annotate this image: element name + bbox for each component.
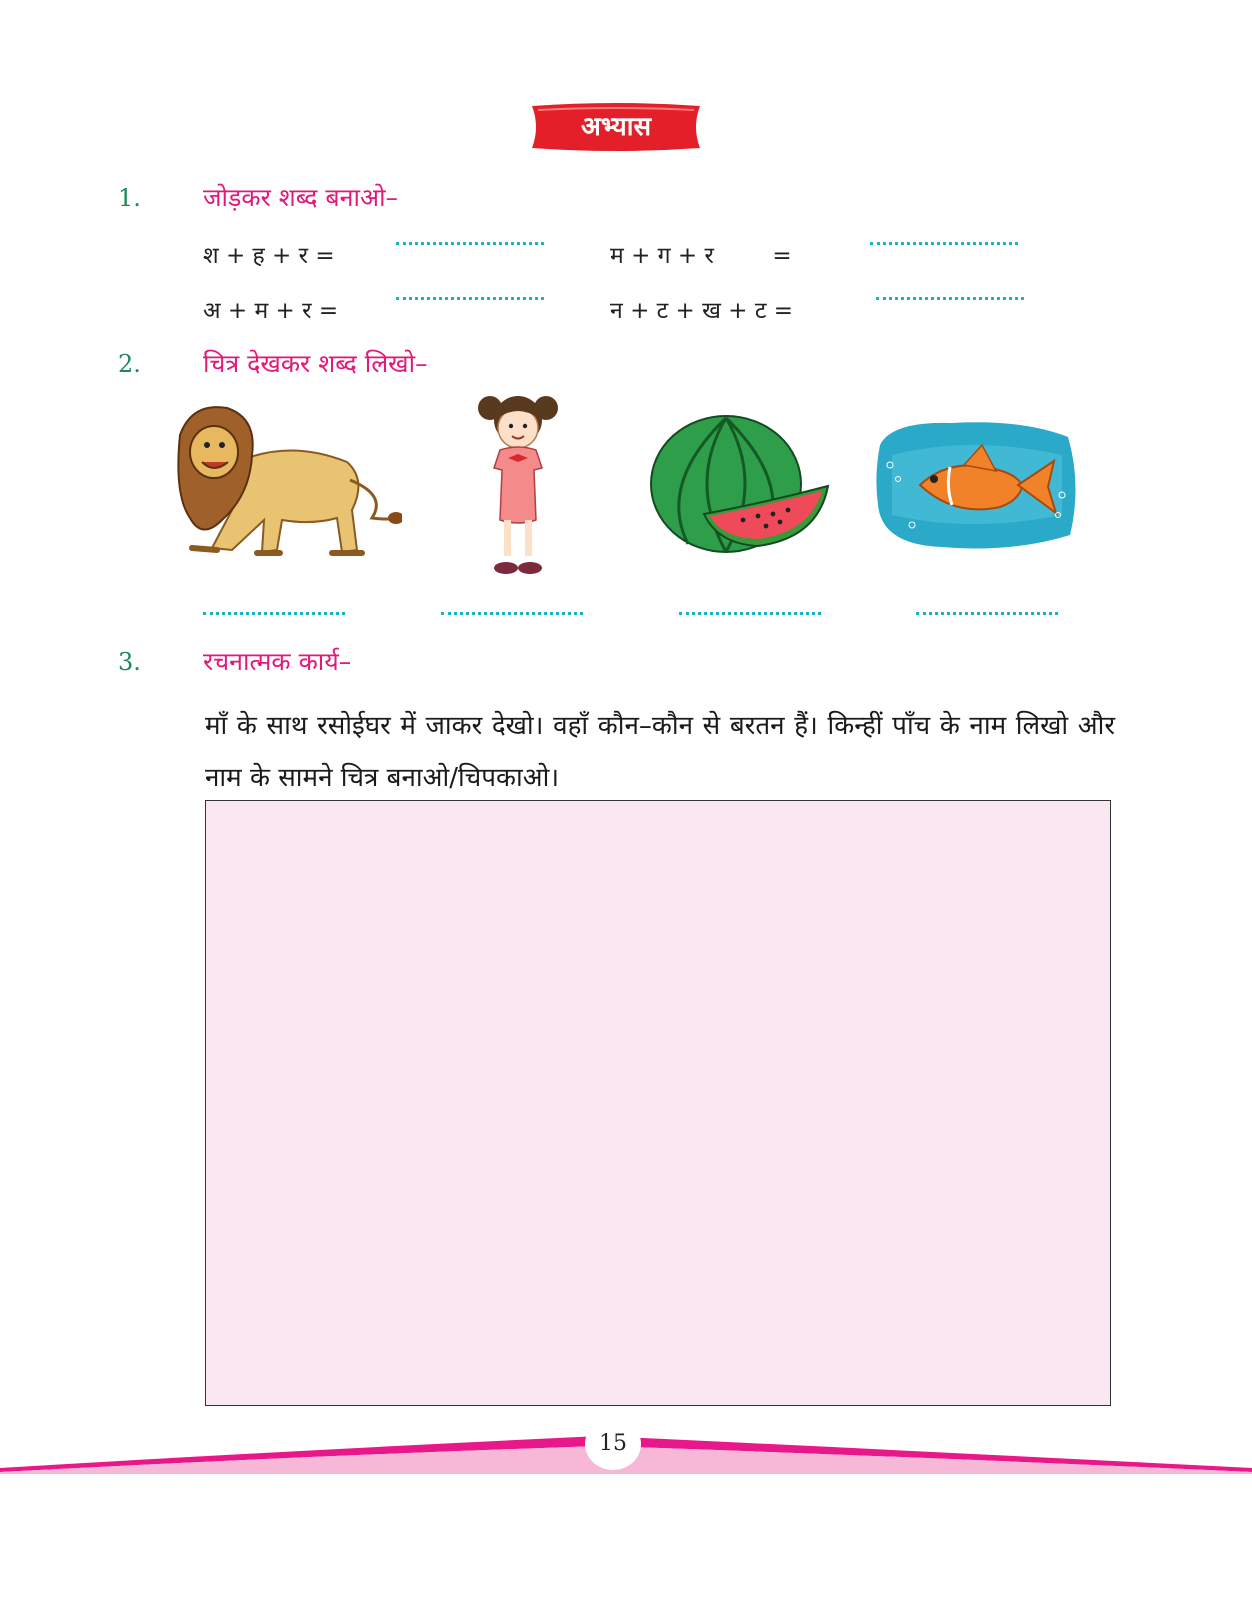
fish-icon [872,415,1082,555]
page-number: 15 [585,1418,641,1470]
q3-instruction-text: माँ के साथ रसोईघर में जाकर देखो। वहाँ कौन–कौन से बरतन हैं। किन्हीं पाँच के नाम लिखो और नाम के सामने चित्र बनाओ/चिपकाओ। [205,711,1115,793]
lion-icon [172,400,402,565]
question-1-number: 1. [118,184,141,212]
q1-expression-1: श + ह + र = [203,243,335,269]
question-2-title: चित्र देखकर शब्द लिखो– [203,349,428,378]
question-3-number: 3. [118,648,141,676]
title-banner [528,102,704,152]
girl-icon [470,390,565,580]
question-2-number: 2. [118,350,141,378]
question-1-title: जोड़कर शब्द बनाओ– [203,183,399,212]
q2-answer-blank-3[interactable] [679,612,821,615]
q1-expression-2: म + ग + र = [610,243,792,269]
q1-expression-3: अ + म + र = [203,298,339,324]
question-3-title: रचनात्मक कार्य– [203,647,352,676]
q2-answer-blank-1[interactable] [203,612,345,615]
drawing-box[interactable] [205,800,1111,1406]
q2-answer-blank-2[interactable] [441,612,583,615]
q2-answer-blank-4[interactable] [916,612,1058,615]
q1-answer-blank-1[interactable] [396,242,544,245]
q1-answer-blank-3[interactable] [396,297,544,300]
page-title: अभ्यास [580,112,652,142]
watermelon-icon [648,412,833,557]
q1-expression-4: न + ट + ख + ट = [610,298,794,324]
q1-answer-blank-2[interactable] [870,242,1018,245]
q1-answer-blank-4[interactable] [876,297,1024,300]
